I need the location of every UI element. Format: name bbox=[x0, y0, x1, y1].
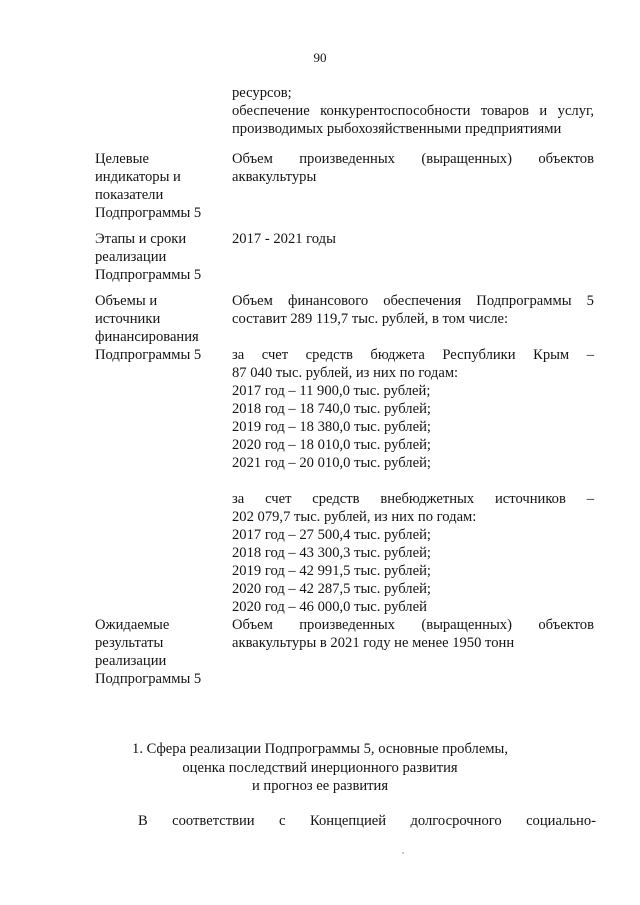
word: Подпрограммы bbox=[476, 293, 572, 309]
budget-line-1 bbox=[232, 346, 594, 364]
stages-value: 2017 - 2021 годы bbox=[232, 231, 336, 247]
word: (выращенных) bbox=[421, 617, 512, 633]
indicators-value bbox=[232, 150, 594, 186]
extra-line-1 bbox=[232, 490, 594, 508]
word: обеспечения bbox=[383, 293, 462, 309]
word: долгосрочного bbox=[410, 813, 502, 829]
label-line: Объемы и bbox=[95, 293, 158, 309]
budget-year-line: 2020 год – 18 010,0 тыс. рублей; bbox=[232, 437, 431, 453]
word: объектов bbox=[538, 617, 594, 633]
word: счет bbox=[261, 347, 289, 363]
indicators-value-line-1 bbox=[232, 150, 594, 168]
label-line: источники bbox=[95, 311, 161, 327]
label-line: показатели bbox=[95, 187, 164, 203]
results-value-line-2: аквакультуры в 2021 году не менее 1950 тонн bbox=[232, 635, 515, 651]
word: – bbox=[586, 491, 594, 507]
continuation-line-3: производимых рыбохозяйственными предприятиями bbox=[232, 121, 562, 137]
paragraph-first-line bbox=[138, 812, 596, 830]
indicators-value-line-2: аквакультуры bbox=[232, 169, 317, 185]
word: 5 bbox=[586, 293, 594, 309]
heading-line: и прогноз ее развития bbox=[251, 778, 389, 794]
results-value bbox=[232, 616, 594, 652]
scan-speck bbox=[402, 852, 404, 854]
word: объектов bbox=[538, 151, 594, 167]
section-heading bbox=[0, 740, 640, 796]
label-line: реализации bbox=[95, 249, 167, 265]
label-line: Подпрограммы 5 bbox=[95, 267, 202, 283]
label-line: индикаторы и bbox=[95, 169, 181, 185]
label-line: финансирования bbox=[95, 329, 199, 345]
word: бюджета bbox=[370, 347, 425, 363]
budget-year-line: 2019 год – 18 380,0 тыс. рублей; bbox=[232, 419, 431, 435]
results-value-line-1 bbox=[232, 616, 594, 634]
extra-year-line: 2019 год – 42 991,5 тыс. рублей; bbox=[232, 563, 431, 579]
word: Республики bbox=[442, 347, 516, 363]
results-label bbox=[95, 616, 217, 688]
heading-line: оценка последствий инерционного развития bbox=[182, 759, 458, 776]
budget-line-2: 87 040 тыс. рублей, из них по годам: bbox=[232, 365, 459, 381]
budget-year-line: 2017 год – 11 900,0 тыс. рублей; bbox=[232, 383, 431, 399]
word: за bbox=[232, 347, 245, 363]
word: счет bbox=[265, 491, 292, 507]
word: за bbox=[232, 491, 245, 507]
funding-label bbox=[95, 292, 217, 364]
extra-line-2: 202 079,7 тыс. рублей, из них по годам: bbox=[232, 509, 477, 525]
word: произведенных bbox=[299, 151, 395, 167]
word: социально- bbox=[526, 813, 596, 829]
extra-year-line: 2020 год – 46 000,0 тыс. рублей bbox=[232, 599, 427, 615]
budget-year-line: 2018 год – 18 740,0 тыс. рублей; bbox=[232, 401, 431, 417]
label-line: Ожидаемые bbox=[95, 617, 170, 633]
word: обеспечение конкурентоспособности товаров и услуг, bbox=[232, 103, 594, 119]
budget-year-line: 2021 год – 20 010,0 тыс. рублей; bbox=[232, 455, 431, 471]
word: Концепцией bbox=[309, 813, 387, 829]
word: средств bbox=[305, 347, 353, 363]
word: источников bbox=[494, 491, 566, 507]
word: Крым bbox=[533, 347, 570, 363]
word: внебюджетных bbox=[380, 491, 475, 507]
word: с bbox=[279, 813, 286, 829]
page-number: 90 bbox=[313, 50, 327, 65]
extra-year-line: 2020 год – 42 287,5 тыс. рублей; bbox=[232, 581, 431, 597]
funding-intro-line-2: составит 289 119,7 тыс. рублей, в том числе: bbox=[232, 311, 509, 327]
extra-year-line: 2017 год – 27 500,4 тыс. рублей; bbox=[232, 527, 431, 543]
indicators-label bbox=[95, 150, 217, 222]
label-line: Подпрограммы 5 bbox=[95, 671, 202, 687]
label-line: реализации bbox=[95, 653, 167, 669]
word: (выращенных) bbox=[421, 151, 512, 167]
extra-year-line: 2018 год – 43 300,3 тыс. рублей; bbox=[232, 545, 431, 561]
label-line: Этапы и сроки bbox=[95, 231, 187, 247]
label-line: Целевые bbox=[95, 151, 149, 167]
word: произведенных bbox=[299, 617, 395, 633]
word: соответствии bbox=[172, 813, 255, 829]
word: В bbox=[138, 813, 148, 829]
funding-intro-line-1 bbox=[232, 292, 594, 310]
word: Объем bbox=[232, 617, 273, 633]
label-line: Подпрограммы 5 bbox=[95, 205, 202, 221]
label-line: результаты bbox=[95, 635, 164, 651]
label-line: Подпрограммы 5 bbox=[95, 347, 202, 363]
funding-value bbox=[232, 292, 594, 616]
heading-line: 1. Сфера реализации Подпрограммы 5, основные проблемы, bbox=[132, 741, 508, 757]
word: средств bbox=[312, 491, 360, 507]
stages-label bbox=[95, 230, 217, 284]
continuation-line-1: ресурсов; bbox=[232, 85, 292, 101]
word: – bbox=[586, 347, 594, 363]
word: финансового bbox=[287, 293, 369, 309]
word: Объем bbox=[232, 151, 273, 167]
word: Объем bbox=[232, 293, 273, 309]
continuation-line-2 bbox=[232, 102, 594, 120]
